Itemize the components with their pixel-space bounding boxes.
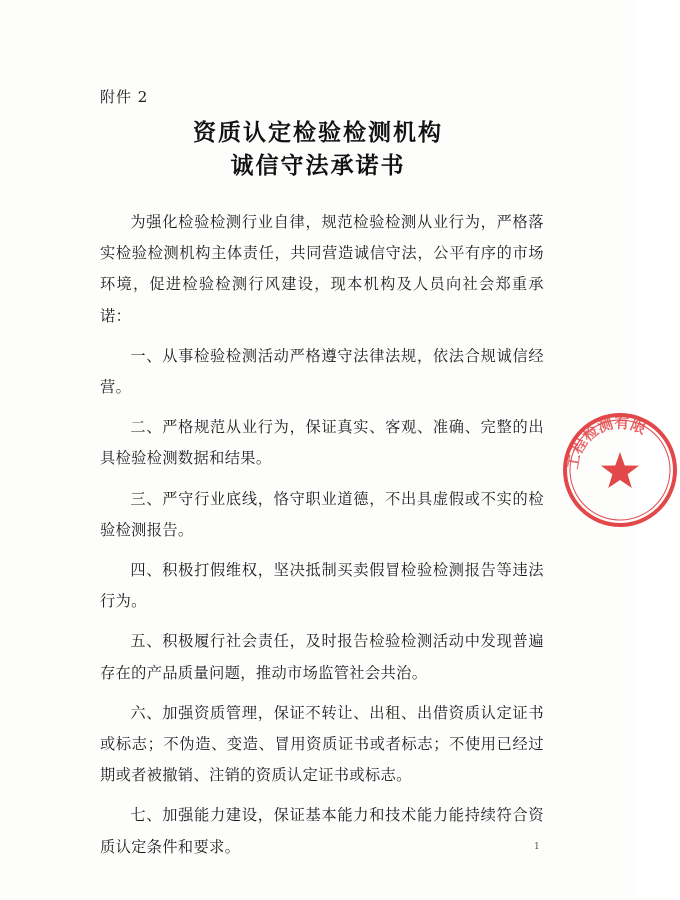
paragraph-item-3: 三、严守行业底线，恪守职业道德，不出具虚假或不实的检验检测报告。 xyxy=(100,489,544,539)
document-title-line2: 诚信守法承诺书 xyxy=(230,152,406,179)
paragraph-item-7: 七、加强能力建设，保证基本能力和技术能力能持续符合资质认定条件和要求。 xyxy=(100,806,544,856)
page-number: 1 xyxy=(534,842,540,852)
paragraph-item-1: 一、从事检验检测活动严格遵守法律法规，依法合规诚信经营。 xyxy=(100,346,544,397)
seal-inner-ring xyxy=(570,420,670,520)
paragraph-intro: 为强化检验检测行业自律，规范检验检测从业行为，严格落实检验检测机构主体责任，共同营造诚信守法，公平有序的市场环境，促进检验检测行风建设，现本机构及人员向社会郑重承诺： xyxy=(100,213,544,325)
paragraph-item-2: 二、严格规范从业行为，保证真实、客观、准确、完整的出具检验检测数据和结果。 xyxy=(100,418,544,468)
seal-star-icon xyxy=(601,452,639,488)
document-title-line1: 资质认定检验检测机构 xyxy=(193,119,443,146)
paragraph-item-4: 四、积极打假维权，坚决抵制买卖假冒检验检测报告等违法行为。 xyxy=(100,561,544,611)
document-body xyxy=(100,207,544,872)
paragraph-item-5: 五、积极履行社会责任，及时报告检验检测活动中发现普遍存在的产品质量问题，推动市场监管社会共治。 xyxy=(100,632,544,682)
paragraph-item-6: 六、加强资质管理，保证不转让、出租、出借资质认定证书或标志；不伪造、变造、冒用资质证书或者标志；不使用已经过期或者被撤销、注销的资质认定证书或标志。 xyxy=(100,703,544,785)
attachment-label: 附件 2 xyxy=(100,88,149,106)
company-seal-stamp xyxy=(560,410,680,530)
seal-arc-textpath: 工程检测有限 xyxy=(563,413,649,471)
seal-outer-ring xyxy=(565,415,675,525)
seal-arc-text xyxy=(564,414,649,471)
